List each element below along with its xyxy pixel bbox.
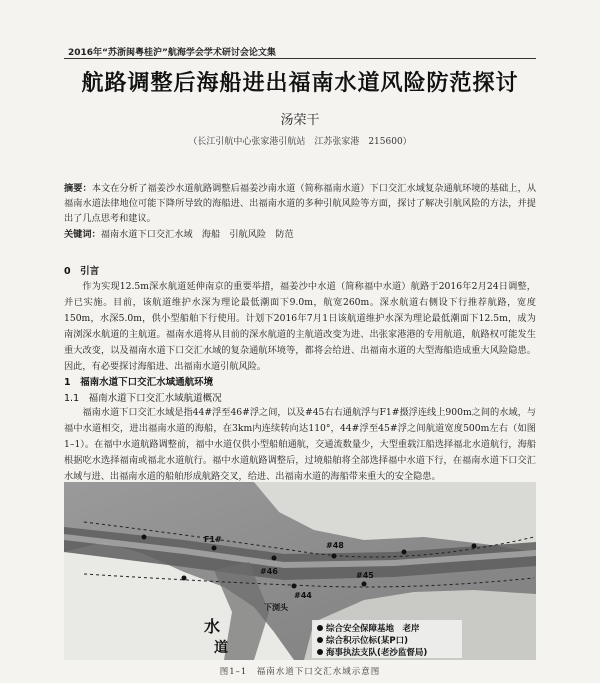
section1-heading: 1 福南水道下口交汇水域通航环境 (64, 377, 214, 388)
buoy-marker (402, 550, 407, 555)
running-head: 2016年“苏浙闽粤桂沪”航海学会学术研讨会论文集 (68, 48, 276, 58)
buoy-label-46: #46 (260, 567, 278, 576)
buoy-marker (182, 576, 187, 581)
paper-title: 航路调整后海船进出福南水道风险防范探讨 (81, 71, 519, 96)
figure-map (64, 482, 536, 660)
buoy-marker (362, 582, 367, 587)
map-label-shui: 水 (204, 617, 221, 636)
buoy-marker (332, 554, 337, 559)
buoy-label-f1: F1# (204, 535, 222, 544)
map-label-xiayu: 下浏头 (264, 603, 288, 612)
map-legend (312, 620, 462, 658)
keywords-label: 关键词： (64, 229, 101, 240)
legend-line-2: 综合积示位标(某P口) (326, 636, 409, 646)
legend-dot-icon (317, 637, 323, 643)
abstract (64, 181, 536, 226)
abstract-text: 本文在分析了福姜沙水道航路调整后福姜沙南水道（简称福南水道）下口交汇水域复杂通航环境的基础上，从福南水道法律地位可能下降所导致的海船进、出福南水道的多种引航风险等方面，探讨了解决引航风险的方法，并提出了几点思考和建议。 (64, 183, 537, 224)
intro-heading: 0 引言 (64, 266, 100, 277)
legend-dot-icon (317, 625, 323, 631)
buoy-marker (292, 584, 297, 589)
header-rule (64, 58, 536, 59)
author-name: 汤荣干 (280, 113, 320, 128)
buoy-label-48: #48 (326, 541, 344, 550)
abstract-label: 摘要： (64, 183, 92, 194)
buoy-marker (212, 546, 217, 551)
section11-heading: 1.1 福南水道下口交汇水域航道概况 (64, 393, 222, 404)
map-label-dao: 道 (214, 640, 228, 656)
keywords-text: 福南水道下口交汇水域 海船 引航风险 防范 (100, 229, 294, 240)
buoy-marker (272, 556, 277, 561)
author-affiliation: （长江引航中心张家港引航站 江苏张家港 215600） (188, 137, 412, 147)
legend-line-1: 综合安全保障基地 老岸 (326, 624, 420, 634)
buoy-label-44: #44 (294, 591, 312, 600)
buoy-marker (472, 544, 477, 549)
buoy-marker (142, 535, 147, 540)
legend-dot-icon (317, 649, 323, 655)
map-graphic (64, 482, 536, 660)
figure-caption: 图1–1 福南水道下口交汇水域示意图 (219, 667, 381, 677)
intro-text: 作为实现12.5m深水航道延伸南京的重要举措，福姜沙中水道（简称福中水道）航路于2016年2月24日调整，并已实施。目前，该航道维护水深为理论最低潮面下9.0m，航宽260m。深水航道右侧设下行推荐航路，宽度150m，水深5.0m，供小型船舶下行使用。计划下2016年7月1日该航道维护水深为理论最低潮面下12.5m，成为南浏深水航道的主航道。福南水道将从目前的深水航道的主航道改变为进、出张家港港的专用航道，航路权可能发生重大改变，以及福南水道下口交汇水域的复杂通航环境等，都将会给进、出福南水道的大型海船造成重大风险隐患。因此，有必要探讨海船进、出福南水道引航风险。 (64, 281, 536, 372)
buoy-label-45: #45 (356, 571, 374, 580)
section11-text: 福南水道下口交汇水域是指44#浮至46#浮之间，以及#45右右通航浮与F1#摄浮连线上900m之间的水域，与福中水道相交，进出福南水道的海船，在3km内连续转向达110°，44#浮至45#浮之间航道宽度500m左右（如图1–1）。在福中水道航路调整前，福中水道仅供小型船舶通航，交通流数量少，大型重载江船选择福北水道航行，海船根据吃水选择福南或福北水道航行。福中水道航路调整后，过境船舶将全部选择福中水道下行，在福南水道下口交汇水域与进、出福南水道的船舶形成航路交叉，给进、出福南水道的海船带来重大的安全隐患。 (64, 407, 536, 482)
legend-line-3: 海事执法支队(老沙监督局) (326, 648, 428, 658)
keywords (64, 226, 536, 240)
